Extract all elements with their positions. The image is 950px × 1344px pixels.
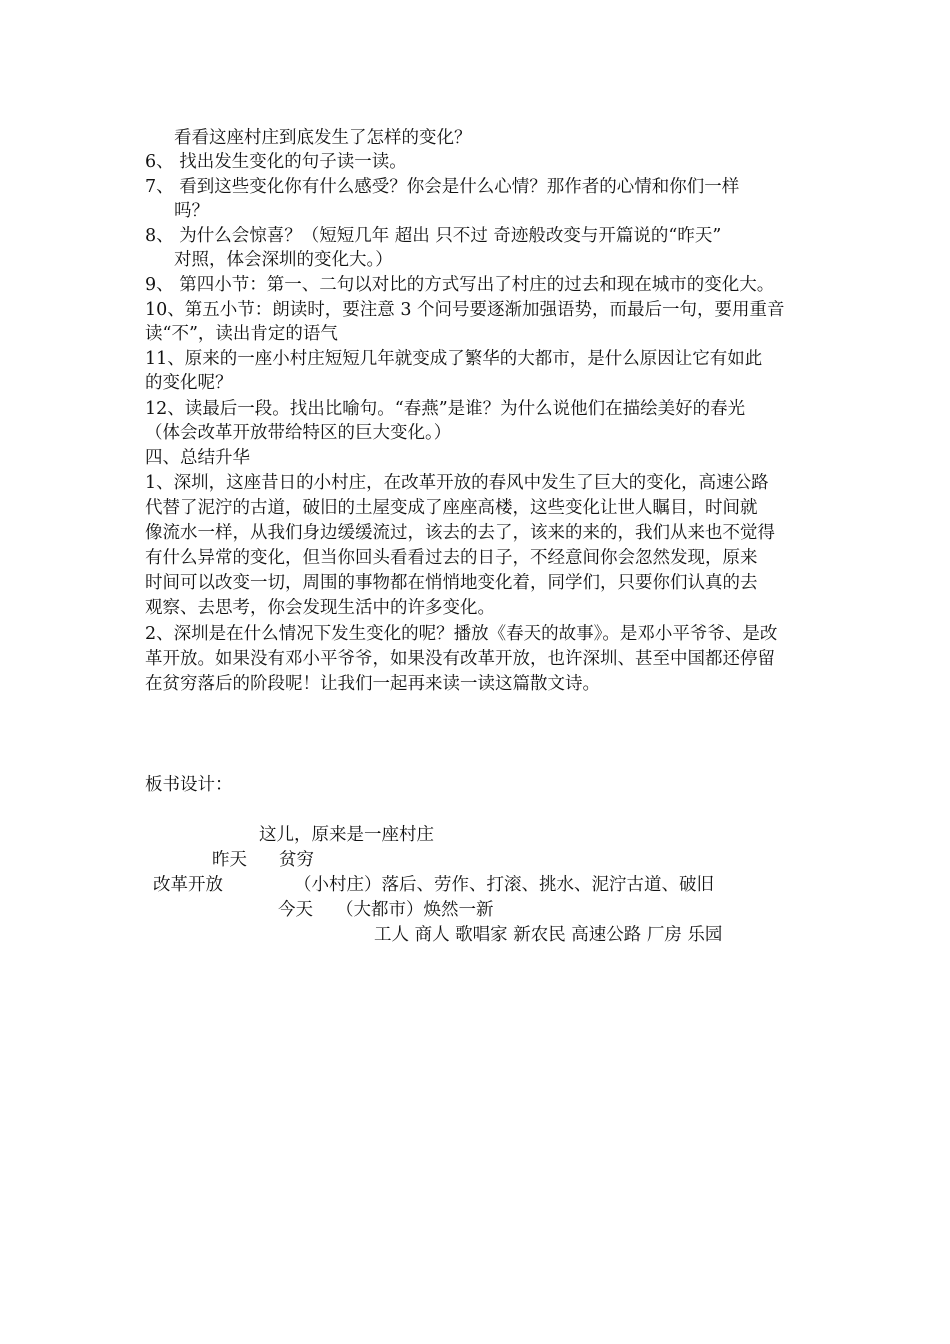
summary-2-line: 革开放。如果没有邓小平爷爷，如果没有改革开放，也许深圳、甚至中国都还停留 bbox=[145, 649, 775, 669]
board-yesterday: 昨天 bbox=[212, 850, 247, 870]
summary-1-line: 代替了泥泞的古道，破旧的土屋变成了座座高楼，这些变化让世人瞩目，时间就 bbox=[145, 498, 758, 518]
summary-1-line: 时间可以改变一切，周围的事物都在悄悄地变化着，同学们，只要你们认真的去 bbox=[145, 573, 758, 593]
summary-1-line: 观察、去思考，你会发现生活中的许多变化。 bbox=[145, 598, 495, 618]
summary-1-line: 1、深圳，这座昔日的小村庄，在改革开放的春风中发生了巨大的变化，高速公路 bbox=[145, 473, 769, 493]
board-village-details: （小村庄）落后、劳作、打滚、挑水、泥泞古道、破旧 bbox=[294, 875, 714, 895]
board-design-heading: 板书设计： bbox=[145, 775, 233, 795]
summary-1-line: 有什么异常的变化，但当你回头看看过去的日子，不经意间你会忽然发现，原来 bbox=[145, 548, 758, 568]
item-7-line-1: 7、 看到这些变化你有什么感受？你会是什么心情？那作者的心情和你们一样 bbox=[145, 177, 740, 197]
board-title: 这儿，原来是一座村庄 bbox=[259, 825, 434, 845]
item-12-line-1: 12、读最后一段。找出比喻句。“春燕”是谁？为什么说他们在描绘美好的春光 bbox=[145, 399, 746, 419]
board-poor: 贫穷 bbox=[279, 850, 314, 870]
summary-1-line: 像流水一样，从我们身边缓缓流过，该去的去了，该来的来的，我们从来也不觉得 bbox=[145, 523, 775, 543]
item-12-line-2: （体会改革开放带给特区的巨大变化。） bbox=[145, 423, 452, 443]
board-today: 今天 bbox=[278, 900, 313, 920]
board-reform: 改革开放 bbox=[153, 875, 223, 895]
item-11-line-2: 的变化呢？ bbox=[145, 373, 233, 393]
intro-question: 看看这座村庄到底发生了怎样的变化？ bbox=[174, 128, 472, 148]
item-8-line-1: 8、 为什么会惊喜？（短短几年 超出 只不过 奇迹般改变与开篇说的“昨天” bbox=[145, 226, 722, 246]
section-4-heading: 四、总结升华 bbox=[145, 448, 250, 468]
board-people-places: 工人 商人 歌唱家 新农民 高速公路 厂房 乐园 bbox=[374, 925, 723, 945]
summary-2-line: 2、深圳是在什么情况下发生变化的呢？播放《春天的故事》。是邓小平爷爷、是改 bbox=[145, 624, 778, 644]
item-9: 9、 第四小节：第一、二句以对比的方式写出了村庄的过去和现在城市的变化大。 bbox=[145, 275, 775, 295]
item-7-line-2: 吗？ bbox=[174, 201, 209, 221]
item-10-line-1: 10、第五小节：朗读时，要注意 3 个问号要逐渐加强语势，而最后一句，要用重音 bbox=[145, 300, 785, 320]
item-6: 6、 找出发生变化的句子读一读。 bbox=[145, 152, 407, 172]
item-11-line-1: 11、原来的一座小村庄短短几年就变成了繁华的大都市，是什么原因让它有如此 bbox=[145, 349, 763, 369]
summary-2-line: 在贫穷落后的阶段呢！让我们一起再来读一读这篇散文诗。 bbox=[145, 674, 600, 694]
board-city: （大都市）焕然一新 bbox=[336, 900, 494, 920]
item-8-line-2: 对照，体会深圳的变化大。） bbox=[174, 250, 393, 270]
item-10-line-2: 读“不”，读出肯定的语气 bbox=[145, 324, 338, 344]
